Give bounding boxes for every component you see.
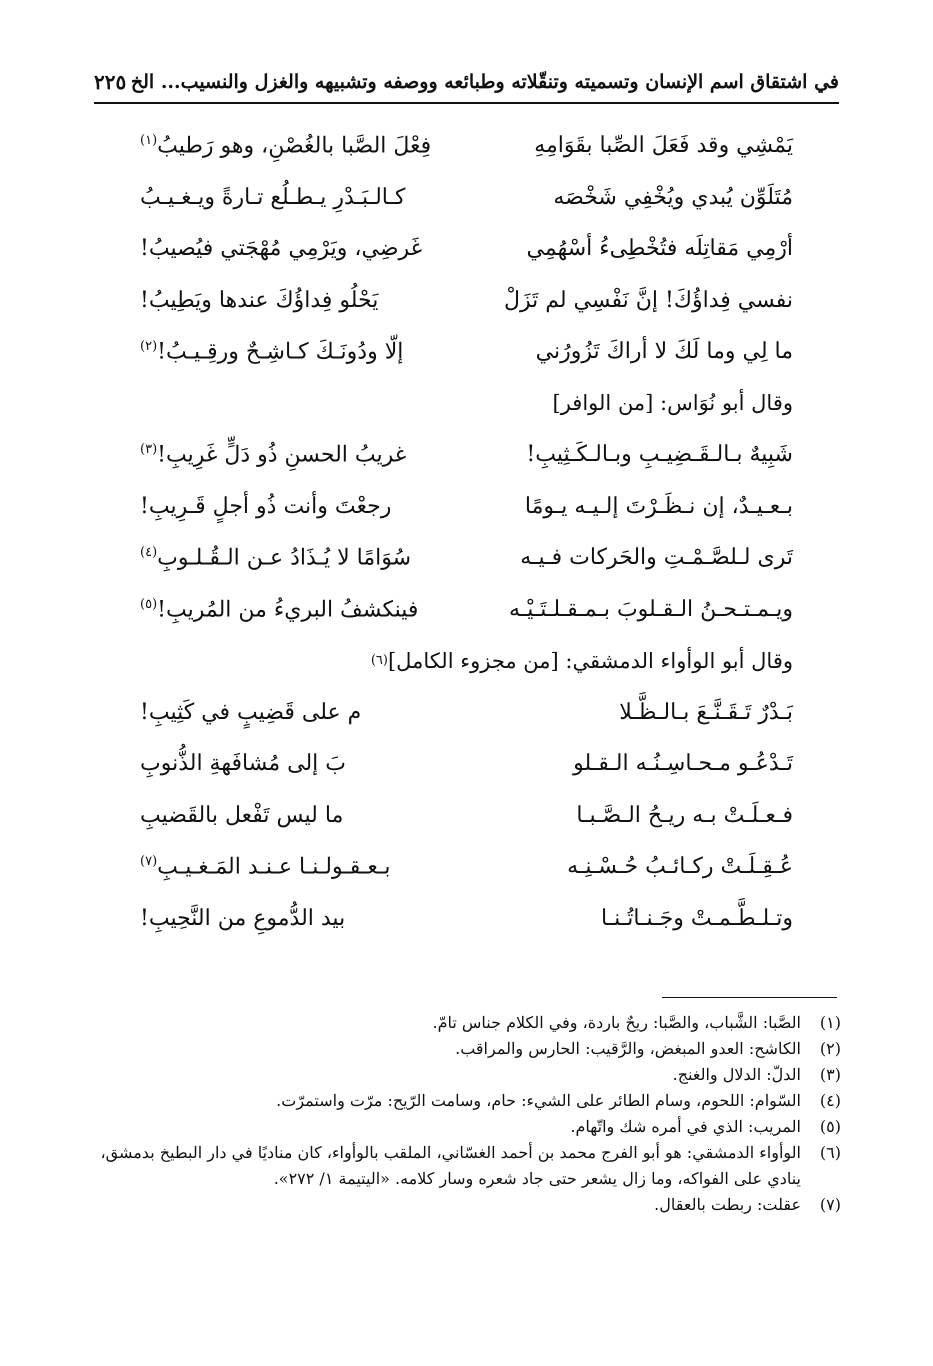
verse-line (140, 687, 793, 739)
footnote (92, 1114, 841, 1140)
verse-line (140, 532, 793, 584)
verse-second-hemistich: رجعْتَ وأنت ذُو أجلٍ قَـرِيبِ! (140, 493, 392, 519)
verse-line (140, 738, 793, 790)
verse-second-hemistich: غَرضِي، ويَرْمِي مُهْجَتي فيُصيبُ! (140, 236, 423, 262)
footnote-number: (٧) (819, 1195, 841, 1214)
verse-line (140, 584, 793, 636)
verse-line (140, 790, 793, 842)
verse-line (140, 893, 793, 945)
verse-first-hemistich: أرْمِي مَقاتِلَه فتُخْطِىءُ أسْهُمِي (526, 236, 793, 262)
verse-first-hemistich: فـعـلَـتْ بـه ريـحُ الـصَّـبـا (576, 802, 793, 828)
footnote-divider (662, 997, 837, 998)
verse-line (140, 223, 793, 275)
verse-first-hemistich: ما لِي وما لَكَ لا أراكَ تَزُورُني (535, 339, 793, 365)
verse-first-hemistich: نفسي فِداؤُكَ! إنَّ نَفْسِي لم تَزَلْ (503, 287, 793, 313)
verse-line (140, 172, 793, 224)
footnote-text: المريب: الذي في أمره شك واتّهام. (570, 1117, 801, 1136)
footnotes (92, 1010, 841, 1218)
footnote (92, 1062, 841, 1088)
running-title: في اشتقاق اسم الإنسان وتسميته وتنقّلاته وطبائعه ووصفه وتشبيهه والغزل والنسيب... الخ (130, 71, 839, 93)
running-header (94, 62, 839, 104)
footnote-number: (٤) (819, 1091, 841, 1110)
footnote-ref: (٣) (140, 442, 158, 458)
verse-second-hemistich: بـعـقـولـنـا عـنـد المَـغـيـبِ$^{(٧)}$ (140, 854, 391, 880)
poem-intro: وقال أبو الوأواء الدمشقي: [من مجزوء الكامل] (٦) (370, 648, 793, 673)
footnote-ref: (٧) (140, 854, 158, 870)
verse-second-hemistich: كـالـبَـدْرِ يـطـلُع تـارةً ويـغـيـبُ (140, 184, 406, 210)
footnote-ref: (٤) (140, 545, 158, 561)
footnote-number: (٦) (819, 1143, 841, 1162)
verse-first-hemistich: بَـدْرٌ تَـقَـنَّـعَ بـالـظَّـلا (619, 699, 793, 725)
footnote-ref: (٢) (140, 339, 158, 355)
poem-body (140, 120, 793, 944)
verse-second-hemistich: إلّا ودُونَـكَ كـاشِـحٌ ورقِـيـبُ!$^{(٢)}$ (140, 339, 404, 365)
page-number: ٢٢٥ (94, 70, 127, 94)
verse-second-hemistich: يَحْلُو فِداؤُكَ عندها ويَطِيبُ! (140, 287, 379, 313)
footnote (92, 1010, 841, 1036)
verse-line (140, 841, 793, 893)
verse-second-hemistich: فِعْلَ الصَّبا بالغُصْنِ، وهو رَطيبُ$^{(١)}$ (140, 133, 432, 159)
footnote (92, 1036, 841, 1062)
verse-first-hemistich: تَـدْعُـو مـحـاسِـنُـه الـقـلو (573, 751, 793, 777)
footnote-number: (٢) (819, 1039, 841, 1058)
footnote-text: عقلت: ربطت بالعقال. (654, 1195, 801, 1214)
footnote (92, 1140, 841, 1192)
footnote-text: الوأواء الدمشقي: هو أبو الفرج محمد بن أحمد الغسّاني، الملقب بالوأواء، كان مناديًا في دار البطيخ بدمشق، ينادي على الفواكه، وما زال يشعر حتى جاد شعره وسار كلامه. «اليتيمة ١/ ٢٧٢». (100, 1143, 801, 1188)
footnote-number: (١) (819, 1013, 841, 1032)
verse-first-hemistich: شَبِيهٌ بـالـقَـضِيـبِ وبـالـكَـثِيبِ! (526, 442, 793, 468)
verse-second-hemistich: فينكشفُ البريءُ من المُريبِ!$^{(٥)}$ (140, 596, 419, 622)
verse-first-hemistich: يَمْشِي وقد فَعَلَ الصِّبا بقَوَامِهِ (534, 133, 793, 159)
verse-line (140, 481, 793, 533)
footnote-text: الصَّبا: الشَّباب، والصَّبا: ريحٌ باردة، وفي الكلام جناس تامّ. (432, 1013, 801, 1032)
verse-line (140, 429, 793, 481)
verse-first-hemistich: عُـقِـلَـتْ ركـائـبُ حُـسْـنِـه (567, 854, 793, 880)
verse-second-hemistich: بَ إلى مُشافَهةِ الذُّنوبِ (140, 751, 346, 777)
verse-first-hemistich: وتـلـطَّـمـتْ وجَـنـاتُـنـا (601, 905, 793, 931)
verse-first-hemistich: مُتَلَوِّن يُبدي ويُخْفِي شَخْصَه (553, 184, 793, 210)
verse-second-hemistich: بيد الدُّموعِ من النَّحِيبِ! (140, 905, 346, 931)
footnote (92, 1192, 841, 1218)
verse-second-hemistich: م على قَضِيبٍ في كَثِيبِ! (140, 699, 362, 725)
footnote-text: الكاشح: العدو المبغض، والرَّقيب: الحارس والمراقب. (455, 1039, 801, 1058)
verse-second-hemistich: سُوَامًا لا يُـذَادُ عـن الـقُـلـوبِ$^{(٤)}$ (140, 545, 412, 571)
footnote-ref: (٦) (370, 653, 388, 669)
footnote-ref: (٥) (140, 596, 158, 612)
verse-first-hemistich: بـعـيـدٌ، إن نـظَـرْتَ إلـيـه يـومًا (524, 493, 793, 519)
verse-line (140, 326, 793, 378)
verse-second-hemistich: ما ليس تَفْعل بالقَضيبِ (140, 802, 344, 828)
verse-second-hemistich: غريبُ الحسنِ ذُو دَلٍّ غَرِيبِ!$^{(٣)}$ (140, 442, 407, 468)
verse-first-hemistich: ويـمـتـحـنُ الـقـلوبَ بـمـقـلـتَـيْـه (508, 596, 793, 622)
footnote-text: الدلّ: الدلال والغنج. (672, 1065, 801, 1084)
verse-line (140, 120, 793, 172)
footnote-text: السّوام: اللحوم، وسام الطائر على الشيء: حام، وسامت الرّيح: مرّت واستمرّت. (276, 1091, 801, 1110)
footnote-number: (٣) (819, 1065, 841, 1084)
footnote-ref: (١) (140, 133, 158, 149)
verse-first-hemistich: تَرى لـلصَّـمْـتِ والحَركات فـيـه (520, 545, 793, 571)
footnote (92, 1088, 841, 1114)
verse-line (140, 275, 793, 327)
footnote-number: (٥) (819, 1117, 841, 1136)
poem-intro: وقال أبو نُوَاس: [من الوافر] (552, 391, 793, 416)
